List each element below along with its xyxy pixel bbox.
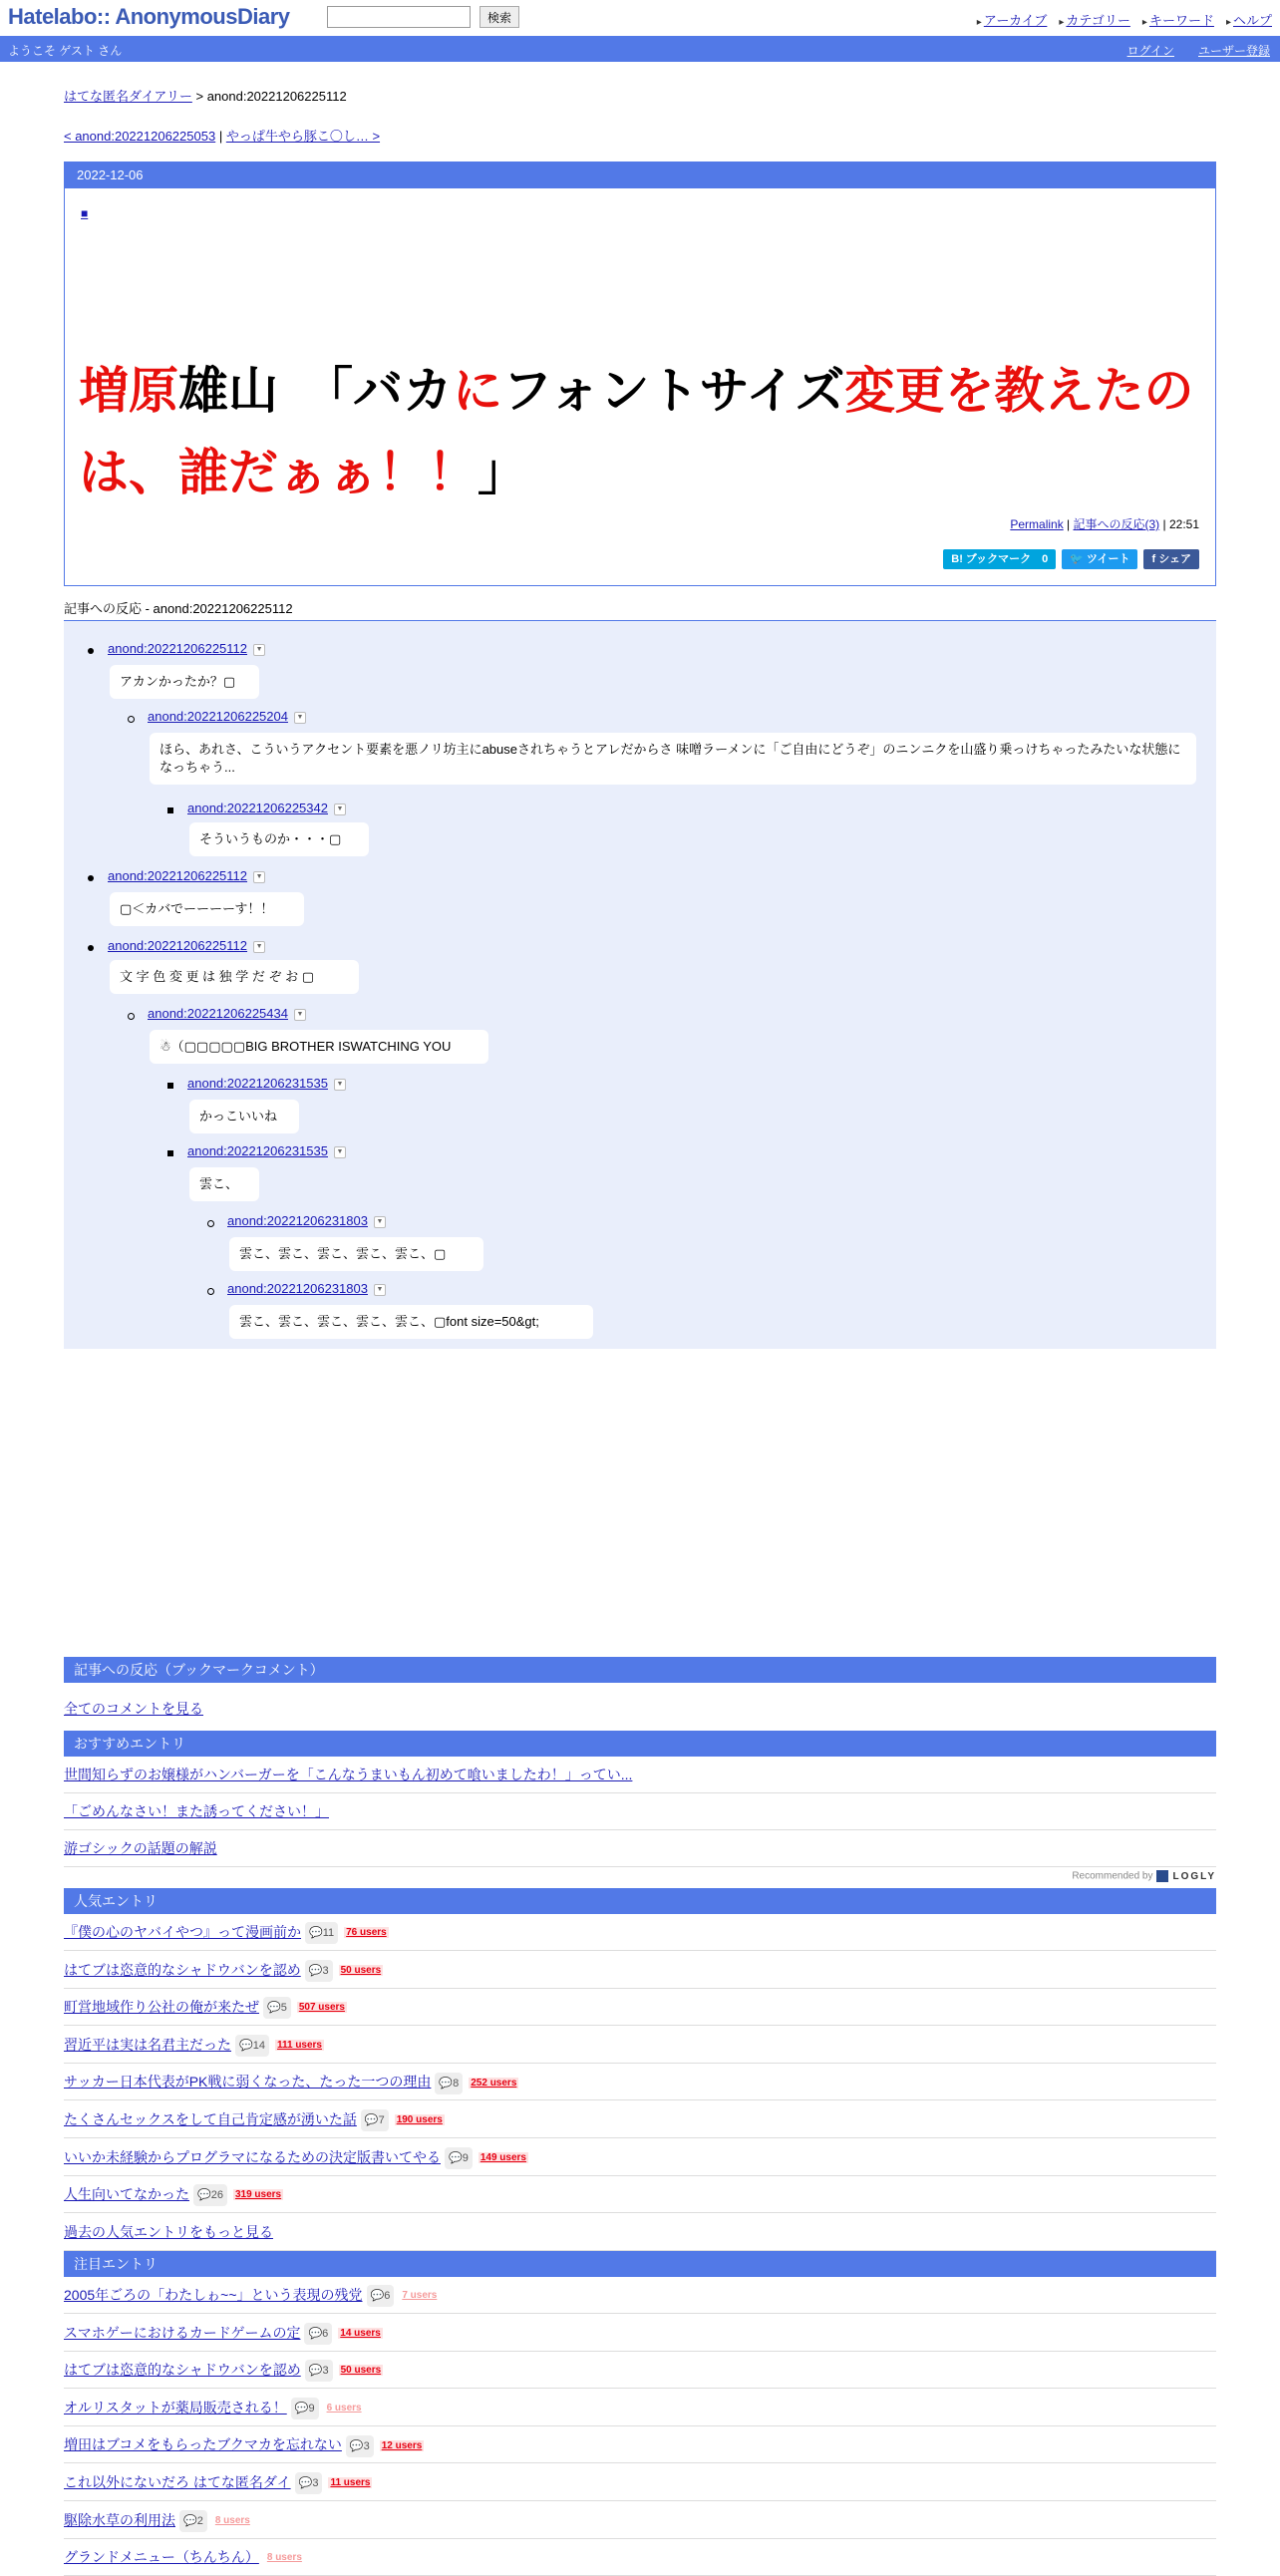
comment-count-value: 3 — [363, 2439, 370, 2452]
popular-item — [64, 1989, 1216, 2026]
reaction-text: アカンかったか？▢ — [110, 665, 259, 699]
recommended-link[interactable]: 世間知らずのお嬢様がハンバーガーを「こんなうまいもん初めて喰いましたわ！」ってい... — [64, 1767, 633, 1782]
comment-count-value: 26 — [210, 2189, 223, 2202]
comment-count-value: 5 — [280, 2002, 287, 2015]
breadcrumb-current: anond:20221206225112 — [206, 89, 347, 104]
reactions-heading: 記事への反応 - anond:20221206225112 — [64, 598, 1216, 621]
comment-icon: 💬 — [294, 2403, 309, 2415]
attention-item — [64, 2277, 1216, 2314]
chevron-down-icon[interactable]: ▼ — [294, 1009, 306, 1021]
recommended-item — [64, 1757, 1216, 1793]
chevron-down-icon[interactable]: ▼ — [253, 871, 265, 883]
reaction-header — [227, 1281, 386, 1296]
reaction-id-link[interactable]: anond:20221206231803 — [227, 1213, 368, 1228]
logly-brand: LOGLY — [1172, 1870, 1216, 1882]
popular-item — [64, 2139, 1216, 2176]
reaction-id-link[interactable]: anond:20221206225112 — [108, 868, 248, 883]
hatena-bookmark-button[interactable]: B! ブックマーク 0 — [943, 549, 1056, 569]
entry-title-link[interactable]: 習近平は実は名君主だった — [64, 2036, 231, 2053]
bookmark-users-badge[interactable]: 319 users — [234, 2189, 282, 2201]
comment-icon: 💬 — [239, 2040, 253, 2053]
bookmark-users-badge[interactable]: 7 users — [402, 2290, 438, 2302]
facebook-icon: f — [1151, 553, 1156, 565]
chevron-down-icon[interactable]: ▼ — [334, 804, 346, 815]
comment-icon: 💬 — [364, 2114, 379, 2127]
tweet-button[interactable] — [1062, 549, 1137, 569]
comment-count-value: 11 — [322, 1927, 335, 1940]
bookmark-users-badge[interactable]: 76 users — [346, 1927, 387, 1939]
chevron-down-icon[interactable]: ▼ — [374, 1216, 386, 1228]
comment-count[interactable] — [235, 2035, 269, 2057]
reaction-header — [148, 1006, 306, 1021]
headline-segment: 変更を教えたのは、誰だぁぁ！！ — [79, 363, 1194, 500]
popular-item — [64, 2176, 1216, 2213]
comment-count-value: 8 — [453, 2077, 460, 2090]
entry-title-link[interactable]: 2005年ごろの「わたしゎ~~」という表現の残党 — [64, 2287, 363, 2303]
comment-count[interactable] — [305, 1960, 333, 1982]
reaction-text: 雲こ、雲こ、雲こ、雲こ、雲こ、▢font size=50&gt; — [229, 1305, 593, 1339]
attention-item — [64, 2502, 1216, 2539]
comment-icon: 💬 — [349, 2439, 364, 2452]
tree-bullet — [128, 716, 135, 723]
entry-title-link[interactable]: たくさんセックスをして自己肯定感が湧いた話 — [64, 2111, 357, 2127]
entry-title-link[interactable]: オルリスタットが薬局販売される！ — [64, 2399, 287, 2415]
recommended-credit — [1072, 1870, 1216, 1882]
permalink[interactable]: Permalink — [1010, 517, 1064, 531]
bookmark-users-badge[interactable]: 11 users — [330, 2477, 371, 2489]
reaction-text: ほら、あれさ、こういうアクセント要素を悪ノリ坊主にabuseされちゃうとアレだからさ 味噌ラーメンに「ご自由にどうぞ」のニンニクを山盛り乗っけちゃったみたいな状態になっちゃう... — [150, 733, 1196, 785]
nav-separator: | — [218, 129, 223, 144]
keyword-link[interactable]: ▸ キーワード — [1142, 13, 1214, 28]
chevron-down-icon[interactable]: ▼ — [294, 712, 306, 724]
popular-item — [64, 1952, 1216, 1989]
site-header — [0, 0, 1280, 36]
recommended-item — [64, 1793, 1216, 1830]
reaction-text: そういうものか・・・▢ — [189, 822, 369, 856]
attention-heading: 注目エントリ — [64, 2251, 1216, 2277]
logly-logo-icon — [1156, 1870, 1168, 1882]
more-popular-row — [64, 2214, 1216, 2251]
tree-bullet — [167, 1083, 173, 1089]
reactions-link[interactable]: 記事への反応(3) — [1073, 517, 1160, 531]
bookmark-users-badge[interactable]: 50 users — [340, 2365, 382, 2377]
bookmark-comments-heading: 記事への反応（ブックマークコメント） — [64, 1657, 1216, 1683]
tree-bullet — [88, 945, 94, 951]
credit-text: Recommended by — [1072, 1870, 1153, 1882]
comment-count[interactable] — [295, 2472, 323, 2494]
entry-title-link[interactable]: サッカー日本代表がPK戦に弱くなった、たった一つの理由 — [64, 2074, 432, 2091]
comment-icon: 💬 — [298, 2477, 313, 2490]
see-all-comments-link[interactable]: 全てのコメントを見る — [64, 1701, 203, 1717]
next-entry-link[interactable]: やっぱ牛やら豚こ〇し… > — [225, 129, 381, 144]
comment-count[interactable] — [305, 1922, 338, 1944]
popular-heading: 人気エントリ — [64, 1888, 1216, 1914]
category-link[interactable]: ▸ カテゴリー — [1059, 13, 1130, 28]
search-button[interactable]: 検索 — [480, 6, 519, 28]
comment-count-value: 9 — [308, 2403, 315, 2415]
facebook-share-label: シェア — [1158, 553, 1191, 565]
tree-bullet — [88, 875, 94, 881]
search-input[interactable] — [327, 6, 471, 28]
breadcrumb — [64, 86, 347, 105]
bookmark-users-badge[interactable]: 12 users — [381, 2439, 423, 2451]
popular-item — [64, 1914, 1216, 1951]
bookmark-users-badge[interactable]: 14 users — [340, 2327, 381, 2339]
entry-title-link[interactable]: 町営地域作り公社の俺が来たぜ — [64, 1999, 259, 2016]
reaction-id-link[interactable]: anond:20221206231535 — [187, 1143, 328, 1158]
entry-title-link[interactable]: スマホゲーにおけるカードゲームの定 — [64, 2324, 301, 2341]
reaction-header — [187, 1143, 346, 1158]
reaction-header — [108, 641, 265, 656]
entry-date[interactable]: 2022-12-06 — [65, 162, 1215, 188]
header-links — [965, 10, 1272, 29]
headline-segment: 増原 — [79, 363, 178, 419]
entry-title-link[interactable]: グランドメニュー（ちんちん） — [64, 2549, 259, 2566]
reaction-header — [187, 1076, 346, 1091]
comment-count[interactable] — [179, 2510, 207, 2532]
chevron-down-icon[interactable]: ▼ — [334, 1079, 346, 1091]
attention-item — [64, 2426, 1216, 2463]
comment-count[interactable] — [193, 2184, 227, 2206]
comment-count-value: 3 — [322, 1964, 329, 1977]
tree-bullet — [88, 648, 94, 654]
tweet-label: ツイート — [1087, 553, 1130, 565]
reaction-text: ▢＜カバでーーーーす！！ — [110, 892, 304, 926]
attention-item — [64, 2464, 1216, 2501]
bookmark-users-badge[interactable]: 507 users — [298, 2002, 345, 2014]
reaction-header — [148, 709, 306, 724]
entry-title-link[interactable]: 増田はブコメをもらったブクマカを忘れない — [64, 2436, 342, 2453]
comment-count-value: 3 — [312, 2477, 319, 2490]
comment-count[interactable] — [305, 2360, 333, 2382]
reaction-text: 雲こ、雲こ、雲こ、雲こ、雲こ、▢ — [229, 1237, 483, 1271]
breadcrumb-home[interactable]: はてな匿名ダイアリー — [64, 89, 192, 104]
entry-title-link[interactable]: 駆除水草の利用法 — [64, 2511, 175, 2528]
attention-item — [64, 2539, 1216, 2576]
reaction-header — [187, 801, 346, 815]
entry-title-link[interactable]: はてブは恣意的なシャドウバンを認め — [64, 1961, 301, 1978]
chevron-down-icon[interactable]: ▼ — [253, 644, 265, 656]
comment-icon: 💬 — [449, 2151, 463, 2164]
entry-footer: Permalink | 記事への反応(3) | 22:51 — [1010, 517, 1199, 531]
comment-icon: 💬 — [197, 2189, 211, 2202]
more-popular-link[interactable]: 過去の人気エントリをもっと見る — [64, 2223, 273, 2240]
reaction-id-link[interactable]: anond:20221206225434 — [148, 1006, 288, 1021]
reaction-id-link[interactable]: anond:20221206231803 — [227, 1281, 368, 1296]
tree-bullet — [167, 807, 173, 813]
comment-count-value: 3 — [322, 2365, 329, 2378]
bookmark-users-badge[interactable]: 8 users — [266, 2552, 302, 2564]
comment-count-value: 9 — [462, 2151, 469, 2164]
chevron-down-icon[interactable]: ▼ — [334, 1146, 346, 1158]
comment-icon: 💬 — [308, 1964, 323, 1977]
bookmark-users-badge[interactable]: 50 users — [340, 1964, 382, 1976]
user-bar — [0, 36, 1280, 62]
reaction-id-link[interactable]: anond:20221206225112 — [108, 641, 248, 656]
reaction-id-link[interactable]: anond:20221206225342 — [187, 801, 328, 815]
entry-title-link[interactable]: 人生向いてなかった — [64, 2186, 189, 2203]
reaction-text: 雲こ、 — [189, 1167, 259, 1201]
comment-icon: 💬 — [183, 2514, 197, 2527]
tree-bullet — [128, 1013, 135, 1020]
chevron-down-icon[interactable]: ▼ — [253, 941, 265, 953]
comment-count[interactable] — [304, 2323, 332, 2345]
recommended-link[interactable]: 游ゴシックの話題の解説 — [64, 1840, 217, 1856]
login-link[interactable]: ログイン — [1126, 44, 1174, 58]
bookmark-users-badge[interactable]: 252 users — [471, 2077, 517, 2089]
reaction-header — [108, 868, 265, 883]
entry-headline — [79, 350, 1215, 513]
reaction-id-link[interactable]: anond:20221206225112 — [108, 938, 248, 953]
twitter-icon: 🐦 — [1070, 553, 1084, 565]
archive-link[interactable]: ▸ アーカイブ — [977, 13, 1048, 28]
share-buttons — [937, 549, 1199, 569]
headline-segment: 雄山 「バカ — [178, 363, 453, 419]
bookmark-users-badge[interactable]: 111 users — [276, 2040, 322, 2052]
attention-item — [64, 2390, 1216, 2426]
diary-entry — [64, 161, 1216, 586]
comment-icon: 💬 — [370, 2290, 385, 2303]
site-logo[interactable]: Hatelabo:: AnonymousDiary — [8, 4, 290, 29]
attention-item — [64, 2352, 1216, 2389]
headline-segment: 」 — [478, 445, 527, 500]
popular-item — [64, 2101, 1216, 2138]
headline-segment: に — [453, 363, 502, 419]
comment-icon: 💬 — [309, 1927, 323, 1940]
section-anchor[interactable]: ■ — [81, 206, 89, 220]
entry-title-link[interactable]: これ以外にないだろ はてな匿名ダイ — [64, 2474, 291, 2490]
chevron-down-icon[interactable]: ▼ — [374, 1284, 386, 1296]
reaction-id-link[interactable]: anond:20221206225204 — [148, 709, 288, 724]
welcome-text: ようこそ ゲスト さん — [8, 44, 123, 58]
breadcrumb-separator: > — [195, 89, 204, 104]
comment-icon: 💬 — [439, 2077, 454, 2090]
comment-count-value: 7 — [378, 2114, 385, 2127]
tree-bullet — [207, 1288, 214, 1295]
reaction-text: 文 字 色 変 更 は 独 学 だ ぞ お ▢ — [110, 960, 359, 994]
comment-count[interactable] — [367, 2285, 395, 2307]
entry-time: 22:51 — [1168, 517, 1199, 531]
recommended-item — [64, 1830, 1216, 1867]
comment-count[interactable] — [361, 2109, 389, 2131]
comment-count-value: 6 — [322, 2327, 329, 2340]
comment-count[interactable] — [291, 2398, 319, 2419]
entry-title-link[interactable]: 『僕の心のヤバイやつ』って漫画前か — [64, 1924, 301, 1940]
tree-bullet — [167, 1150, 173, 1156]
prev-entry-link[interactable]: < anond:20221206225053 — [64, 129, 216, 144]
bookmark-users-badge[interactable]: 8 users — [214, 2514, 250, 2526]
popular-item — [64, 2027, 1216, 2064]
headline-segment: フォントサイズ — [502, 363, 845, 419]
reactions-tree — [64, 621, 1216, 1349]
reaction-id-link[interactable]: anond:20221206231535 — [187, 1076, 328, 1091]
comment-count-value: 2 — [196, 2514, 203, 2527]
recommended-heading: おすすめエントリ — [64, 1731, 1216, 1757]
facebook-share-button[interactable] — [1143, 549, 1199, 569]
comment-count[interactable] — [263, 1997, 291, 2019]
bookmark-users-badge[interactable]: 6 users — [326, 2403, 362, 2415]
comment-count-value: 14 — [252, 2040, 265, 2053]
bookmark-users-badge[interactable]: 190 users — [396, 2114, 443, 2126]
tree-bullet — [207, 1220, 214, 1227]
user-links — [1104, 42, 1270, 59]
comment-count[interactable] — [445, 2147, 473, 2169]
reaction-text: かっこいいね — [189, 1100, 299, 1133]
reaction-header — [227, 1213, 386, 1228]
entry-title-link[interactable]: いいか未経験からプログラマになるための決定版書いてやる — [64, 2148, 441, 2165]
comment-count[interactable] — [435, 2073, 463, 2094]
entry-navigation — [64, 126, 380, 145]
comment-icon: 💬 — [308, 2365, 323, 2378]
reaction-text: ☃（▢▢▢▢▢BIG BROTHER ISWATCHING YOU — [150, 1030, 488, 1064]
help-link[interactable]: ▸ ヘルプ — [1226, 13, 1272, 28]
comment-icon: 💬 — [267, 2002, 281, 2015]
reaction-header — [108, 938, 265, 953]
comment-icon: 💬 — [308, 2327, 323, 2340]
popular-item — [64, 2064, 1216, 2100]
bookmark-users-badge[interactable]: 149 users — [480, 2151, 526, 2163]
attention-item — [64, 2315, 1216, 2352]
entry-title-link[interactable]: はてブは恣意的なシャドウバンを認め — [64, 2362, 301, 2379]
comment-count[interactable] — [346, 2435, 374, 2457]
recommended-link[interactable]: 「ごめんなさい！また誘ってください！」 — [64, 1803, 329, 1819]
comment-count-value: 6 — [384, 2290, 391, 2303]
register-link[interactable]: ユーザー登録 — [1197, 44, 1270, 58]
